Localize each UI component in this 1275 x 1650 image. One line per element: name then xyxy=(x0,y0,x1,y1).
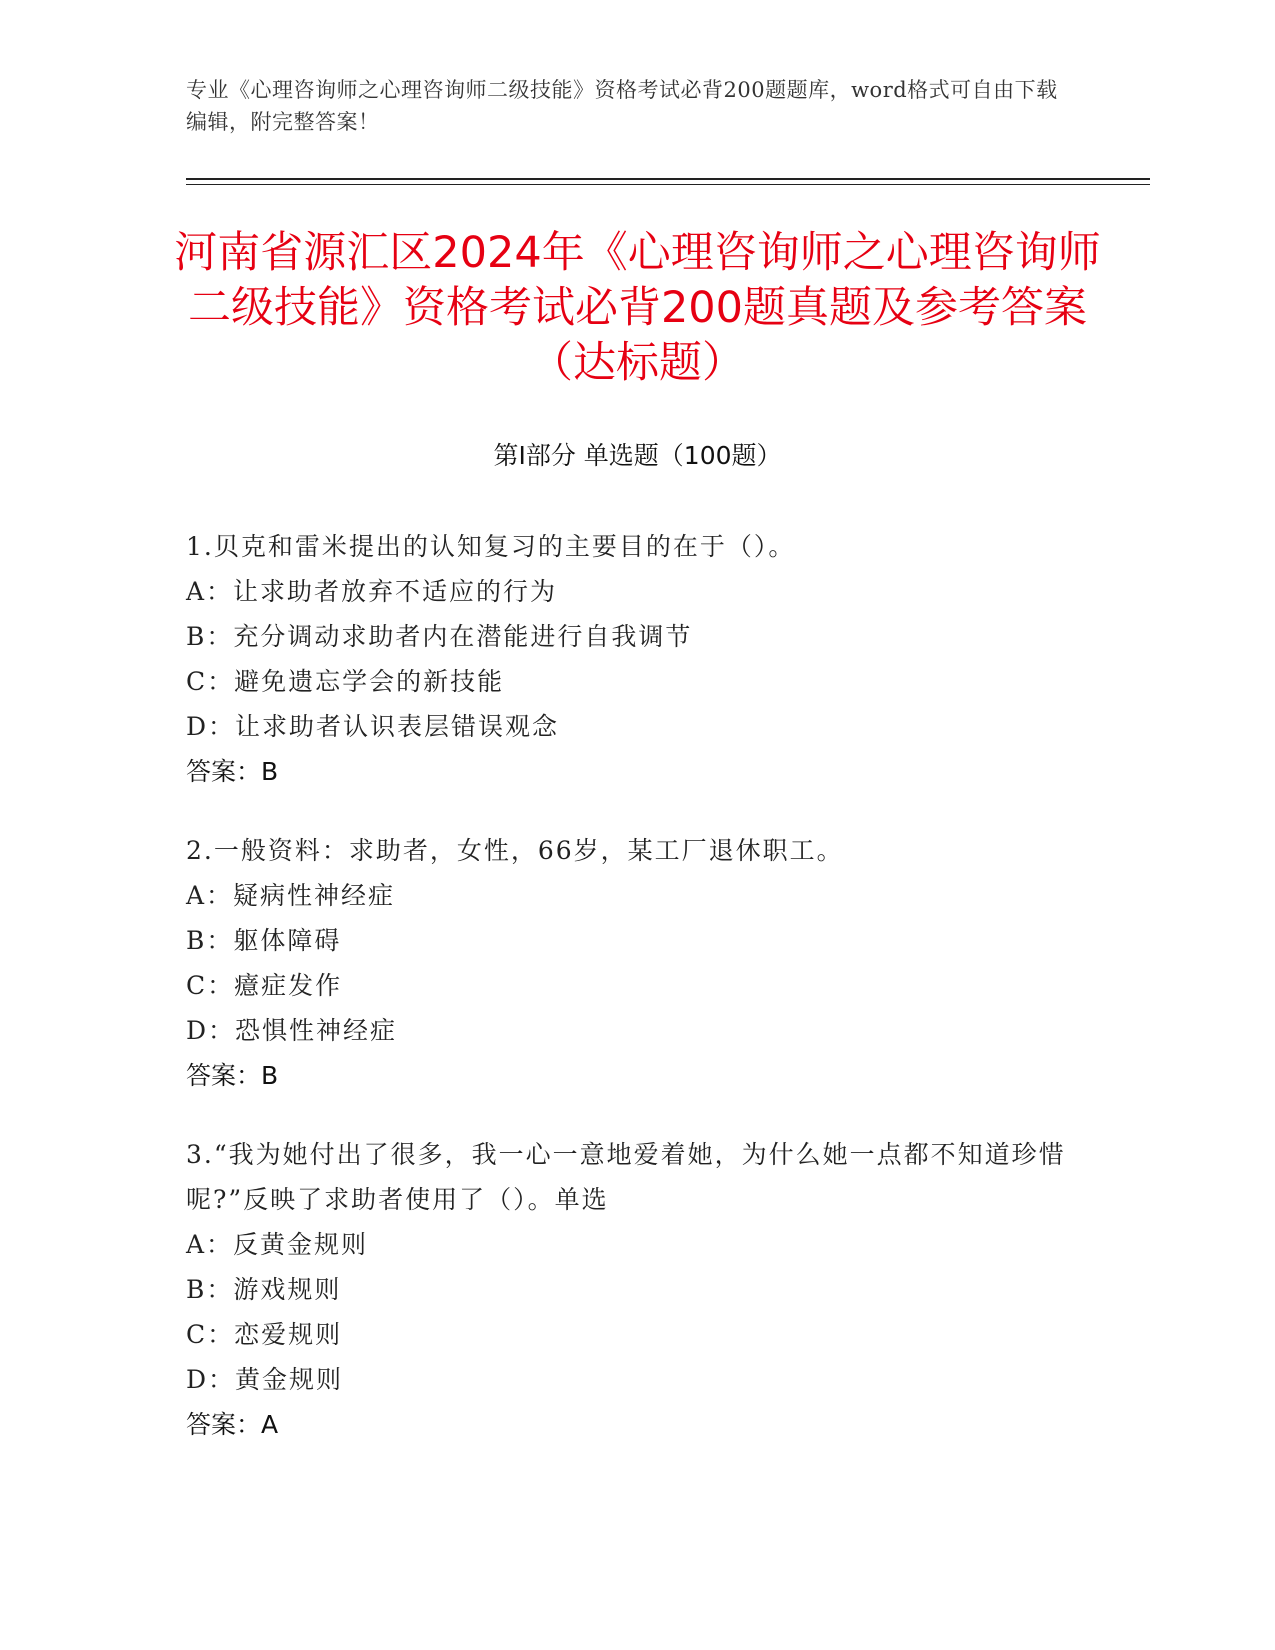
header-divider-thin xyxy=(186,184,1150,185)
header-note: 专业《心理咨询师之心理咨询师二级技能》资格考试必背200题题库，word格式可自由下载编辑，附完整答案！ xyxy=(186,78,1058,134)
answer: 答案：A xyxy=(186,1410,279,1439)
question-stem: 3.“我为她付出了很多，我一心一意地爱着她，为什么她一点都不知道珍惜呢?”反映了求助者使用了（）。单选 xyxy=(186,1140,1066,1214)
option-c: C：癔症发作 xyxy=(186,971,343,1000)
option-c: C：恋爱规则 xyxy=(186,1320,343,1349)
question-list xyxy=(186,524,1086,1481)
option-c: C：避免遗忘学会的新技能 xyxy=(186,667,505,696)
answer: 答案：B xyxy=(186,1061,279,1090)
header-divider-thick xyxy=(186,178,1150,180)
answer: 答案：B xyxy=(186,757,279,786)
option-d: D：让求助者认识表层错误观念 xyxy=(186,712,560,741)
option-a: A：疑病性神经症 xyxy=(186,881,396,910)
option-b: B：游戏规则 xyxy=(186,1275,342,1304)
option-d: D：黄金规则 xyxy=(186,1365,344,1394)
question-stem: 1.贝克和雷米提出的认知复习的主要目的在于（）。 xyxy=(186,532,796,561)
option-a: A：让求助者放弃不适应的行为 xyxy=(186,577,558,606)
question-3 xyxy=(186,1132,1086,1447)
option-d: D：恐惧性神经症 xyxy=(186,1016,398,1045)
section-title: 第Ⅰ部分 单选题（100题） xyxy=(493,441,782,470)
question-stem: 2.一般资料：求助者，女性，66岁，某工厂退休职工。 xyxy=(186,836,844,865)
option-b: B：躯体障碍 xyxy=(186,926,342,955)
option-a: A：反黄金规则 xyxy=(186,1230,369,1259)
option-b: B：充分调动求助者内在潜能进行自我调节 xyxy=(186,622,693,651)
question-2 xyxy=(186,828,1086,1098)
document-title: 河南省源汇区2024年《心理咨询师之心理咨询师二级技能》资格考试必背200题真题及参考答案（达标题） xyxy=(174,228,1101,388)
question-1 xyxy=(186,524,1086,794)
